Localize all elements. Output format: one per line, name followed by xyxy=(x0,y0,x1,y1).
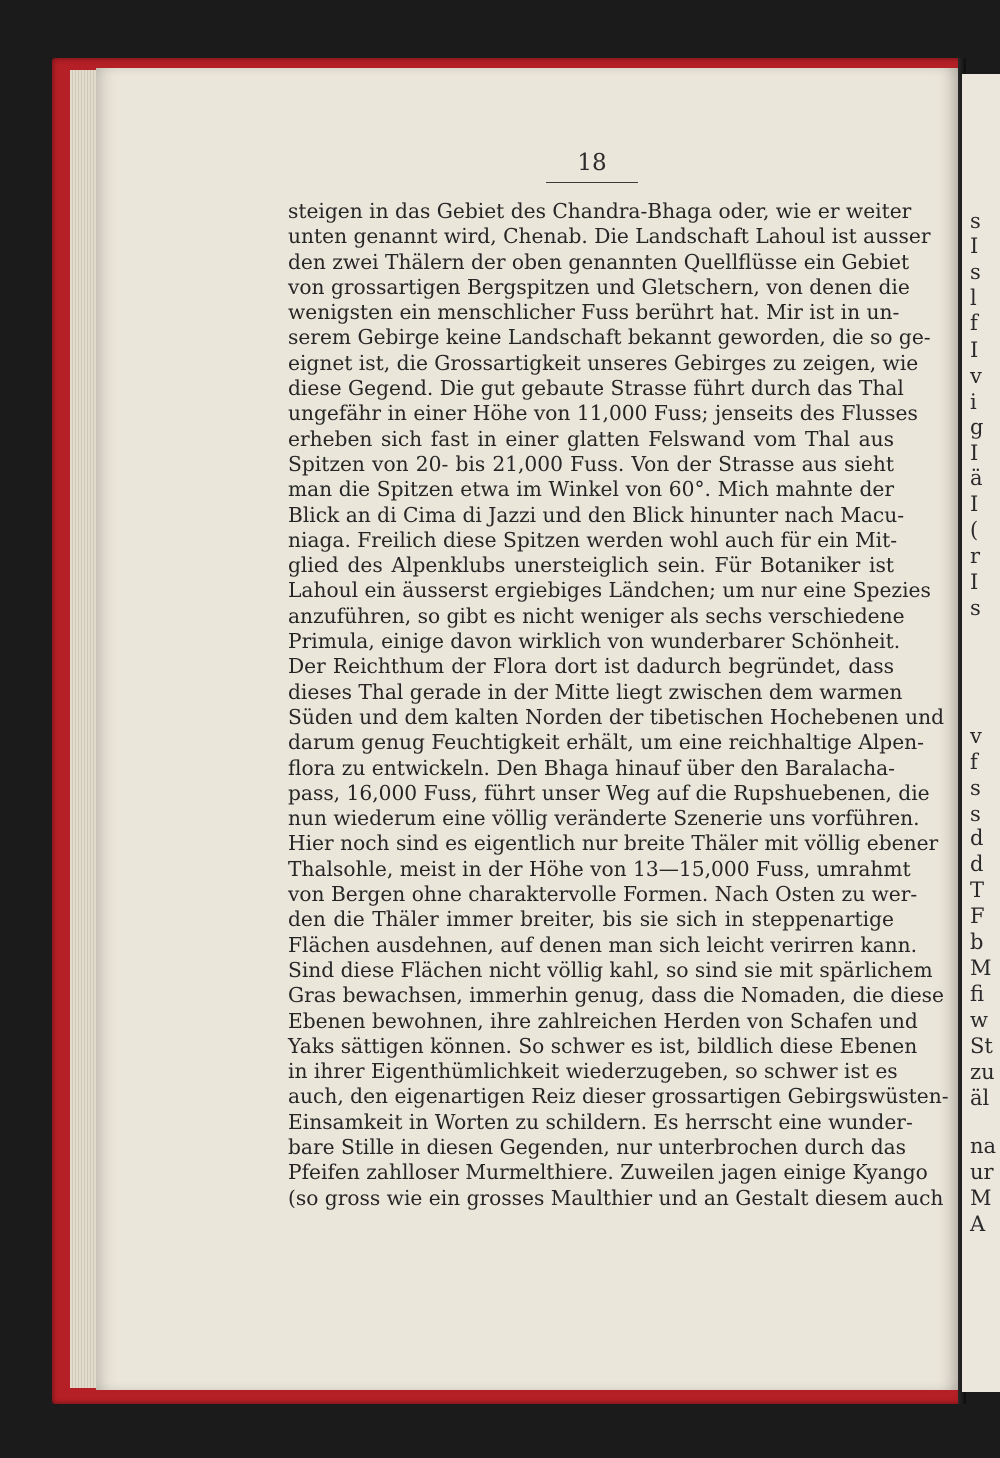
text-line: niaga. Freilich diese Spitzen werden wohl auch für ein Mit- xyxy=(288,527,898,552)
next-page-fragment: I xyxy=(970,441,979,465)
text-line: Sind diese Flächen nicht völlig kahl, so sind sie mit spärlichem xyxy=(288,957,933,982)
text-line: (so gross wie ein grosses Maulthier und an Gestalt diesem auch xyxy=(288,1185,944,1210)
next-page-fragment: f xyxy=(970,311,978,335)
text-line: Der Reichthum der Flora dort ist dadurch begründet, dass xyxy=(288,654,894,679)
next-page-fragment: äl xyxy=(970,1086,990,1110)
text-line: von grossartigen Bergspitzen und Gletschern, von denen die xyxy=(288,274,910,299)
text-line: Gras bewachsen, immerhin genug, dass die Nomaden, die diese xyxy=(288,983,944,1008)
text-line: nun wiederum eine völlig veränderte Szenerie uns vorführen. xyxy=(288,806,920,831)
text-line: darum genug Feuchtigkeit erhält, um eine reichhaltige Alpen- xyxy=(288,730,925,755)
text-line: Blick an di Cima di Jazzi und den Blick hinunter nach Macu- xyxy=(288,502,905,527)
next-page-fragment: s xyxy=(970,802,981,826)
text-line: Flächen ausdehnen, auf denen man sich leicht verirren kann. xyxy=(288,932,918,957)
text-line: diese Gegend. Die gut gebaute Strasse führt durch das Thal xyxy=(288,376,904,401)
next-page-fragment: F xyxy=(970,904,985,928)
text-line: ungefähr in einer Höhe von 11,000 Fuss; jenseits des Flusses xyxy=(288,401,918,426)
text-line: serem Gebirge keine Landschaft bekannt geworden, die so ge- xyxy=(288,325,931,350)
header-rule xyxy=(546,182,638,183)
next-page-fragment: s xyxy=(970,776,981,800)
next-page-fragment: na xyxy=(970,1134,997,1158)
text-line: in ihrer Eigenthümlichkeit wiederzugeben, so schwer ist es xyxy=(288,1059,898,1084)
next-page-fragment: A xyxy=(970,1212,986,1236)
text-line: Hier noch sind es eigentlich nur breite Thäler mit völlig ebener xyxy=(288,831,939,856)
next-page-fragment: I xyxy=(970,234,979,258)
next-page-fragment: T xyxy=(970,878,985,902)
next-page-fragment: g xyxy=(970,415,984,439)
text-line: Lahoul ein äusserst ergiebiges Ländchen; um nur eine Spezies xyxy=(288,578,931,603)
text-line: dieses Thal gerade in der Mitte liegt zwischen dem warmen xyxy=(288,679,903,704)
text-line: von Bergen ohne charaktervolle Formen. Nach Osten zu wer- xyxy=(288,882,918,907)
next-page-fragment: v xyxy=(970,364,982,388)
text-line: glied des Alpenklubs unersteiglich sein. Für Botaniker ist xyxy=(288,553,894,578)
text-line: Yaks sättigen können. So schwer es ist, bildlich diese Ebenen xyxy=(288,1033,918,1058)
text-line: Einsamkeit in Worten zu schildern. Es herrscht eine wunder- xyxy=(288,1109,913,1134)
next-page-fragment: M xyxy=(970,1186,992,1210)
text-line: bare Stille in diesen Gegenden, nur unterbrochen durch das xyxy=(288,1134,907,1159)
next-page-fragment: w xyxy=(970,1008,988,1032)
next-page-edge xyxy=(962,74,1000,1392)
next-page-fragment: s xyxy=(970,260,981,284)
text-line: unten genannt wird, Chenab. Die Landschaft Lahoul ist ausser xyxy=(288,224,931,249)
next-page-fragment: fi xyxy=(970,982,985,1006)
text-line: man die Spitzen etwa im Winkel von 60°. Mich mahnte der xyxy=(288,477,894,502)
text-line: den zwei Thälern der oben genannten Quellflüsse ein Gebiet xyxy=(288,249,910,274)
next-page-fragment: I xyxy=(970,492,979,516)
text-line: Pfeifen zahlloser Murmelthiere. Zuweilen jagen einige Kyango xyxy=(288,1160,928,1185)
text-line: flora zu entwickeln. Den Bhaga hinauf über den Baralacha- xyxy=(288,755,895,780)
text-line: Ebenen bewohnen, ihre zahlreichen Herden von Schafen und xyxy=(288,1008,918,1033)
next-page-fragment: ä xyxy=(970,466,983,490)
next-page-fragment: s xyxy=(970,596,981,620)
text-line: den die Thäler immer breiter, bis sie sich in steppenartige xyxy=(288,907,894,932)
next-page-fragment: s xyxy=(970,209,981,233)
next-page-fragment: b xyxy=(970,930,984,954)
text-line: Thalsohle, meist in der Höhe von 13—15,000 Fuss, umrahmt xyxy=(288,856,911,881)
next-page-fragment: I xyxy=(970,570,979,594)
body-text xyxy=(288,199,949,1211)
text-line: steigen in das Gebiet des Chandra-Bhaga oder, wie er weiter xyxy=(288,199,912,223)
next-page-fragment: f xyxy=(970,750,978,774)
next-page-fragment: ( xyxy=(970,518,979,542)
page-number: 18 xyxy=(577,150,607,176)
text-line: Spitzen von 20- bis 21,000 Fuss. Von der Strasse aus sieht xyxy=(288,451,894,476)
text-line: Primula, einige davon wirklich von wunderbarer Schönheit. xyxy=(288,629,901,654)
text-line: erheben sich fast in einer glatten Felswand vom Thal aus xyxy=(288,426,894,451)
next-page-fragment: r xyxy=(970,544,981,568)
text-line: Süden und dem kalten Norden der tibetischen Hochebenen und xyxy=(288,704,945,729)
next-page-fragment: M xyxy=(970,956,992,980)
next-page-fragment: I xyxy=(970,338,979,362)
text-line: wenigsten ein menschlicher Fuss berührt hat. Mir ist in un- xyxy=(288,300,900,325)
next-page-fragment: l xyxy=(970,286,977,310)
text-line: pass, 16,000 Fuss, führt unser Weg auf die Rupshuebenen, die xyxy=(288,780,930,805)
next-page-fragment: ur xyxy=(970,1160,994,1184)
text-line: anzuführen, so gibt es nicht weniger als sechs verschiedene xyxy=(288,603,905,628)
next-page-fragment: i xyxy=(970,390,977,414)
next-page-fragment: d xyxy=(970,826,984,850)
next-page-fragment: d xyxy=(970,852,984,876)
text-line: eignet ist, die Grossartigkeit unseres Gebirges zu zeigen, wie xyxy=(288,350,919,375)
next-page-fragment: v xyxy=(970,724,982,748)
next-page-fragment: zu xyxy=(970,1060,995,1084)
text-line: auch, den eigenartigen Reiz dieser grossartigen Gebirgswüsten- xyxy=(288,1084,949,1109)
next-page-fragment: St xyxy=(970,1034,993,1058)
